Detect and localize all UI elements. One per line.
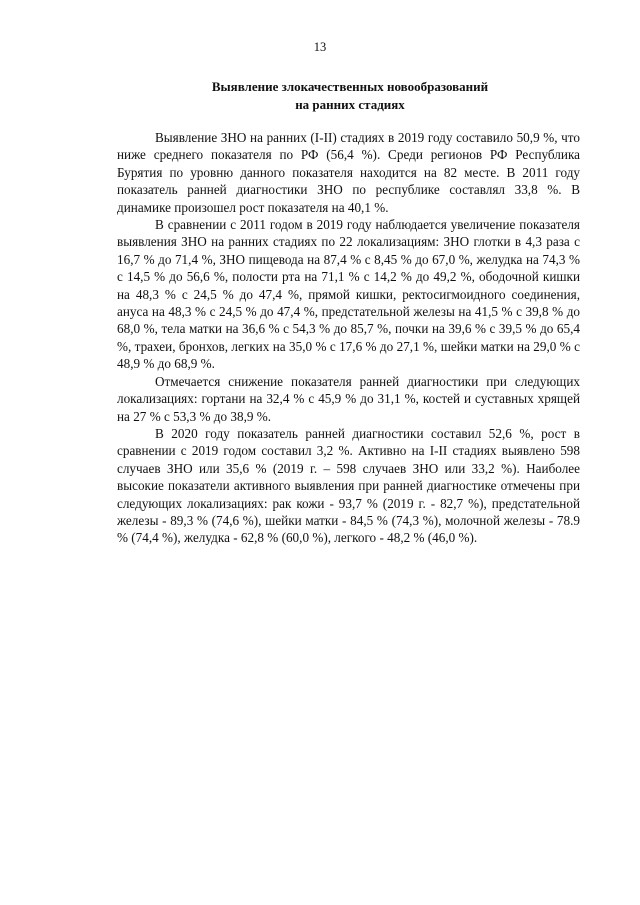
section-heading [118,78,582,114]
paragraph-early-detection-2019: Выявление ЗНО на ранних (I-II) стадиях в 2019 году составило 50,9 %, что ниже среднего показателя по РФ (56,4 %). Среди регионов РФ Республика Бурятия по уровню данного показателя находится на 82 месте. В 2011 году показатель ранней диагностики ЗНО по республике составлял 33,8 %. В динамике произошел рост показателя на 40,1 %. [117,130,580,215]
paragraph-comparison-2011-2019: В сравнении с 2011 годом в 2019 году наблюдается увеличение показателя выявления ЗНО на ранних стадиях по 22 локализациям: ЗНО глотки в 4,3 раза с 16,7 % до 71,4 %, ЗНО пищевода на 87,4 % с 8,45 % до 67,0 %, желудка на 74,3 % с 14,5 % до 56,6 %, полости рта на 71,1 % с 14,2 % до 49,2 %, ободочной кишки на 48,3 % с 24,5 % до 47,4 %, прямой кишки, ректосигмоидного соединения, ануса на 48,3 % с 24,5 % до 47,4 %, предстательной железы на 41,5 % с 39,8 % до 68,0 %, тела матки на 36,6 % с 54,3 % до 85,7 %, почки на 39,6 % с 39,5 % до 65,4 %, трахеи, бронхов, легких на 35,0 % с 17,6 % до 27,1 %, шейки матки на 29,0 % с 48,9 % до 68,9 %. [117,217,580,372]
page-number: 13 [313,40,327,54]
body-text [117,129,580,547]
paragraph-2020-results: В 2020 году показатель ранней диагностики составил 52,6 %, рост в сравнении с 2019 годом составил 3,2 %. Активно на I-II стадиях выявлено 598 случаев ЗНО или 35,6 % (2019 г. – 598 случаев ЗНО или 33,2 %). Наиболее высокие показатели активного выявления при ранней диагностике отмечены при следующих локализациях: рак кожи - 93,7 % (2019 г. - 82,7 %), предстательной железы - 89,3 % (74,6 %), шейки матки - 84,5 % (74,3 %), молочной железы - 78.9 % (74,4 %), желудка - 62,8 % (60,0 %), легкого - 48,2 % (46,0 %). [117,425,580,546]
section-heading-line-2: на ранних стадиях [295,97,405,112]
paragraph-decline: Отмечается снижение показателя ранней диагностики при следующих локализациях: гортани на 32,4 % с 45,9 % до 31,1 %, костей и суставных хрящей на 27 % с 53,3 % до 38,9 %. [117,373,580,424]
section-heading-line-1: Выявление злокачественных новообразований [211,79,489,94]
